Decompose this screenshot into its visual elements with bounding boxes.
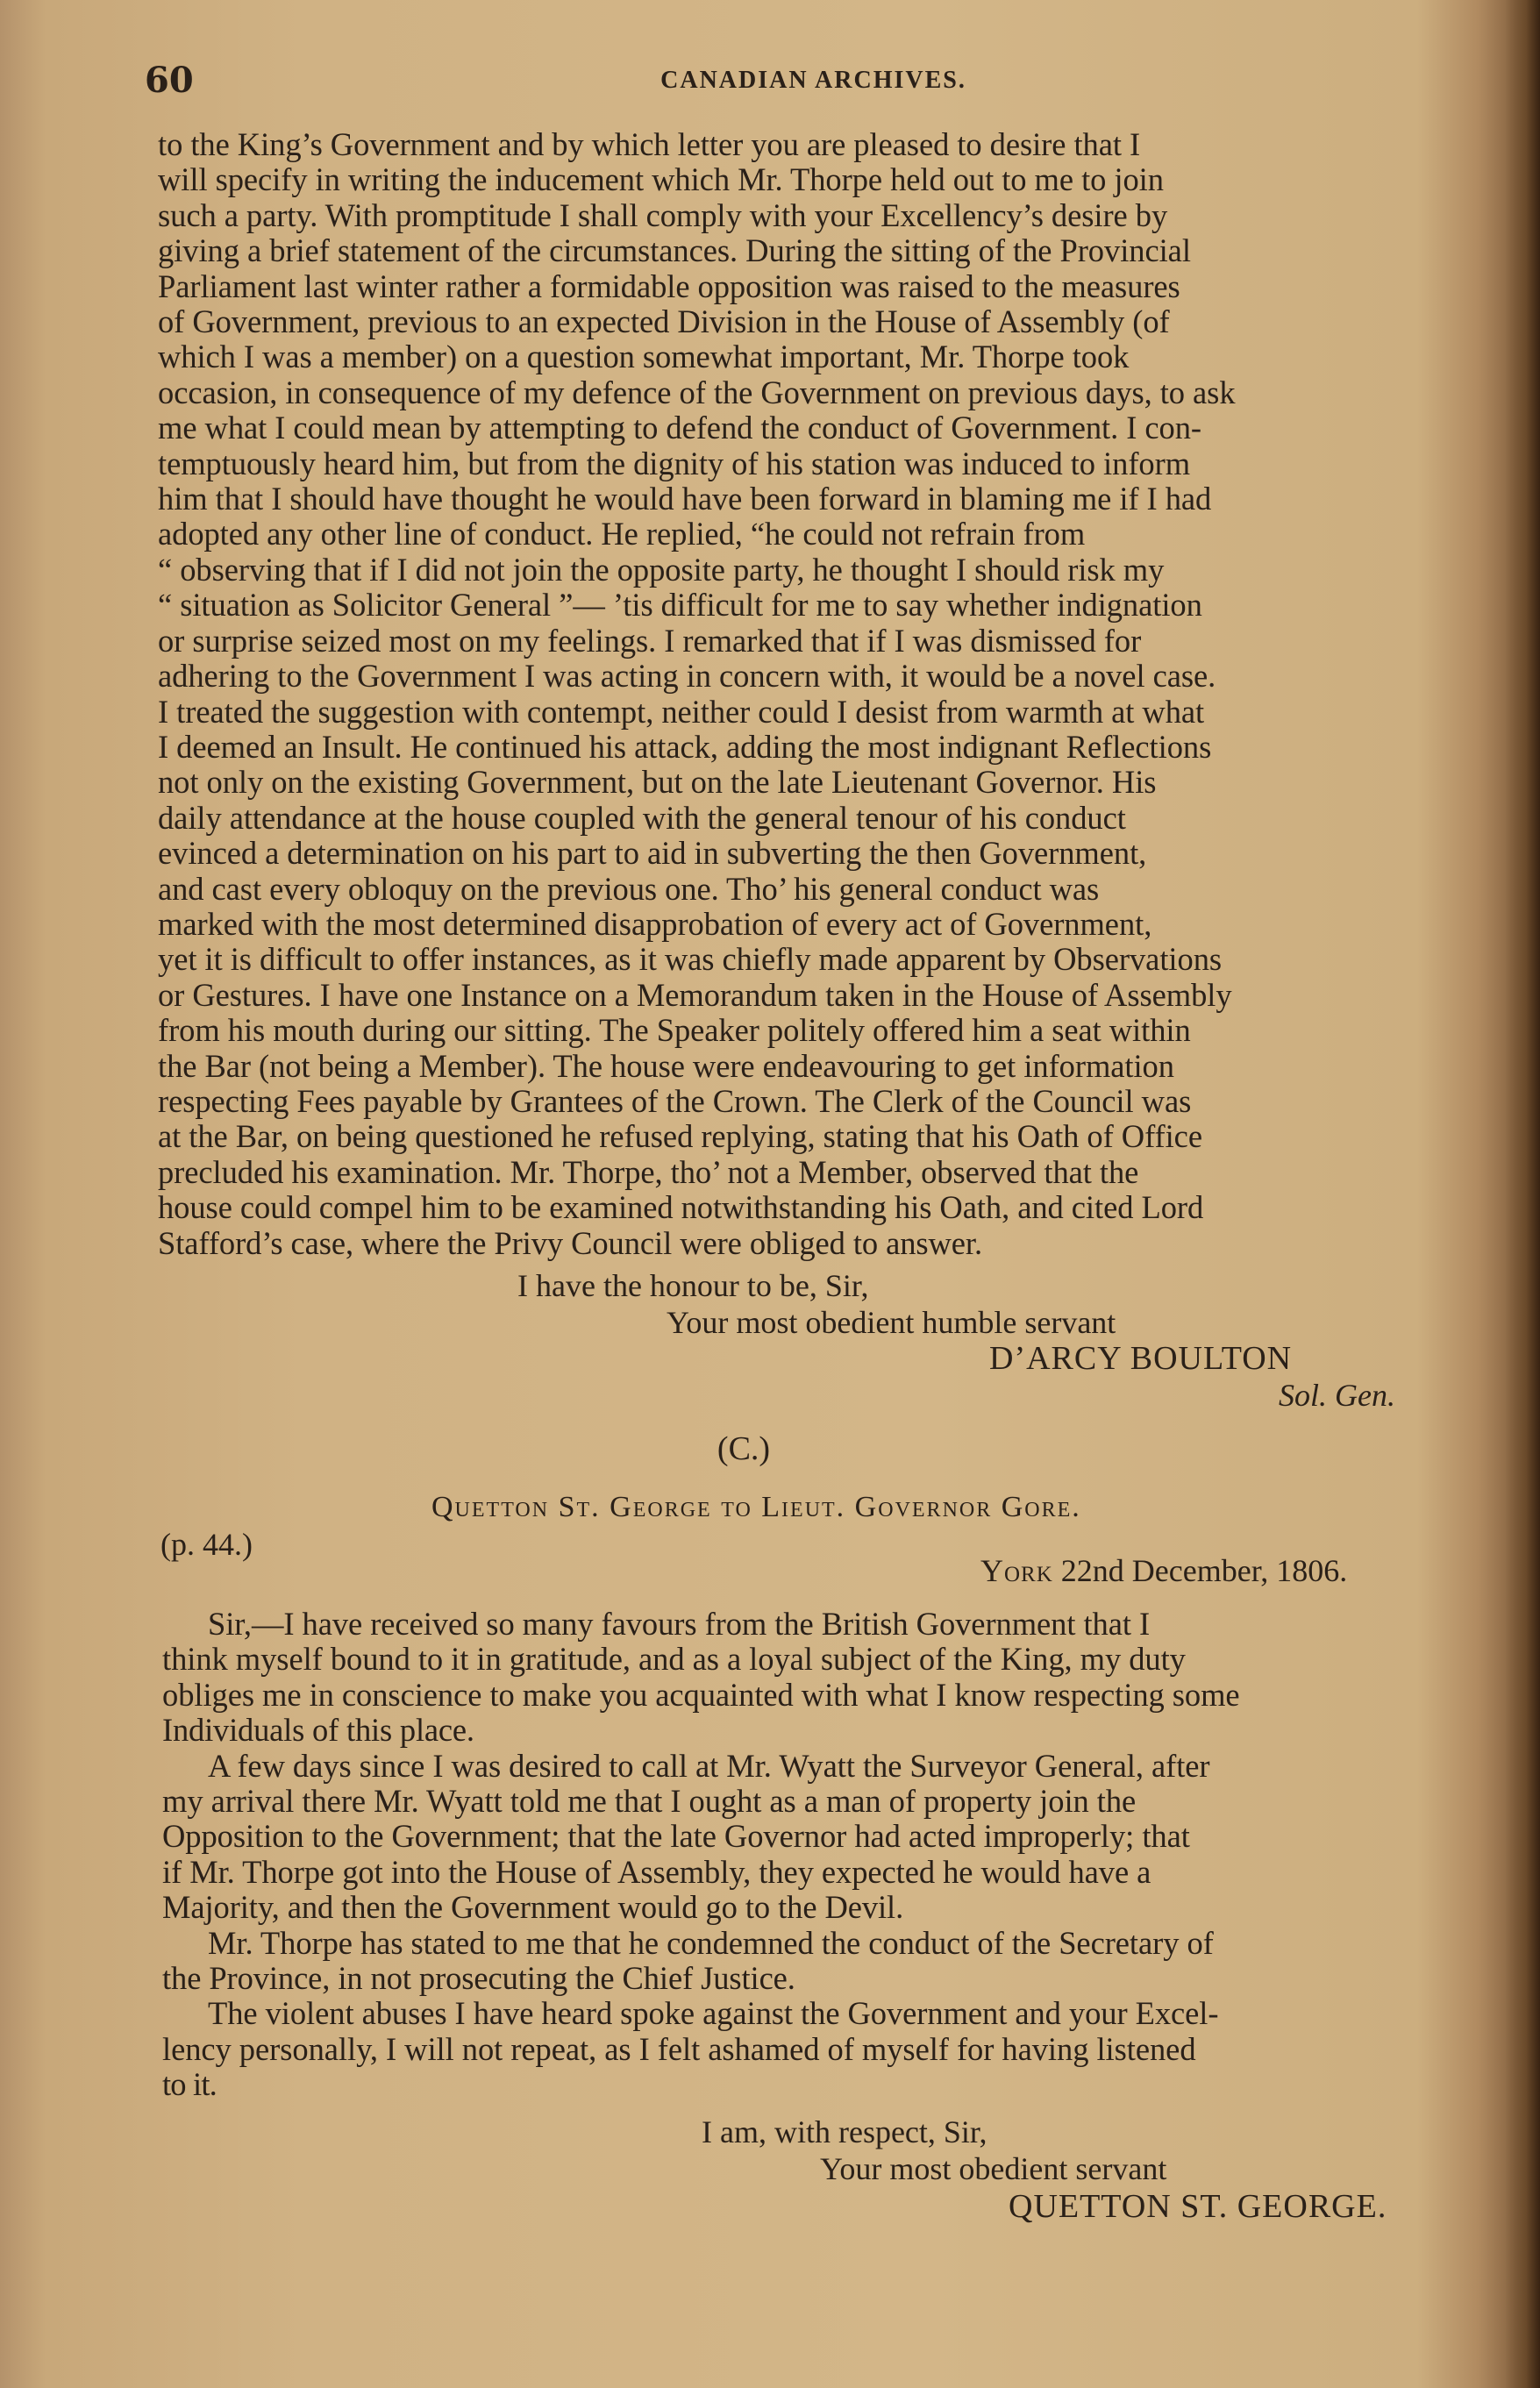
text-line: the Bar (not being a Member). The house were endeavouring to get information [158, 1047, 1174, 1084]
text-line: think myself bound to it in gratitude, and as a loyal subject of the King, my duty [162, 1641, 1186, 1678]
text-line: yet it is difficult to offer instances, as it was chiefly made apparent by Observations [158, 941, 1223, 978]
text-line: I deemed an Insult. He continued his attack, adding the most indignant Reflections [158, 728, 1212, 765]
text-line: from his mouth during our sitting. The Speaker politely offered him a seat within [158, 1012, 1191, 1049]
closing-line-1: I have the honour to be, Sir, [517, 1268, 869, 1303]
page-edge-shadow [1505, 0, 1540, 2388]
text-line: Majority, and then the Government would go to the Devil. [162, 1889, 904, 1926]
text-line: to the King’s Government and by which letter you are pleased to desire that I [158, 126, 1141, 162]
text-line: A few days since I was desired to call at Mr. Wyatt the Surveyor General, after [208, 1747, 1210, 1784]
text-line: if Mr. Thorpe got into the House of Assembly, they expected he would have a [162, 1853, 1151, 1890]
text-line: Mr. Thorpe has stated to me that he condemned the conduct of the Secretary of [208, 1924, 1214, 1961]
text-line: at the Bar, on being questioned he refused replying, stating that his Oath of Office [158, 1118, 1202, 1155]
text-line: such a party. With promptitude I shall comply with your Excellency’s desire by [158, 196, 1168, 233]
text-line: daily attendance at the house coupled with the general tenour of his conduct [158, 799, 1126, 836]
text-line: him that I should have thought he would have been forward in blaming me if I had [158, 481, 1212, 517]
text-line: Sir,—I have received so many favours from the British Government that I [208, 1606, 1151, 1642]
text-line: The violent abuses I have heard spoke against the Government and your Excel- [208, 1995, 1219, 2032]
margin-page-reference: (p. 44.) [160, 1527, 253, 1562]
text-line: and cast every obloquy on the previous one. Tho’ his general conduct was [158, 870, 1100, 907]
dateline-place: York [980, 1553, 1053, 1588]
page-header [145, 60, 1482, 112]
text-line: marked with the most determined disapprobation of every act of Government, [158, 905, 1152, 942]
text-line: giving a brief statement of the circumstances. During the sitting of the Provincial [158, 232, 1191, 269]
text-line: Individuals of this place. [162, 1712, 474, 1749]
text-line: respecting Fees payable by Grantees of the Crown. The Clerk of the Council was [158, 1082, 1192, 1119]
signature-boulton: D’ARCY BOULTON [989, 1340, 1293, 1377]
closing-line-4: Your most obedient servant [820, 2151, 1167, 2186]
closing-line-2: Your most obedient humble servant [667, 1305, 1116, 1340]
text-line: obliges me in conscience to make you acquainted with what I know respecting some [162, 1676, 1240, 1713]
text-line: house could compel him to be examined notwithstanding his Oath, and cited Lord [158, 1189, 1204, 1226]
dateline [980, 1552, 1347, 1589]
text-line: evinced a determination on his part to aid in subverting the then Government, [158, 835, 1147, 872]
page-number: 60 [145, 60, 194, 101]
text-line: lency personally, I will not repeat, as I felt ashamed of myself for having listened [162, 2030, 1196, 2067]
signature-title: Sol. Gen. [1279, 1378, 1395, 1413]
dateline-date: 22nd December, 1806. [1060, 1553, 1348, 1588]
text-line: Parliament last winter rather a formidable opposition was raised to the measures [158, 267, 1180, 304]
text-line: adopted any other line of conduct. He replied, “he could not refrain from [158, 516, 1086, 552]
closing-line-3: I am, with respect, Sir, [702, 2114, 987, 2149]
text-line: “ situation as Solicitor General ”— ’tis difficult for me to say whether indignation [158, 587, 1202, 624]
section-label: (C.) [717, 1430, 771, 1467]
text-line: the Province, in not prosecuting the Chief Justice. [162, 1960, 795, 1997]
text-line: temptuously heard him, but from the dignity of his station was induced to inform [158, 445, 1191, 481]
text-line: Opposition to the Government; that the late Governor had acted improperly; that [162, 1818, 1190, 1855]
text-line: not only on the existing Government, but on the late Lieutenant Governor. His [158, 764, 1157, 801]
running-head: CANADIAN ARCHIVES. [660, 67, 966, 94]
text-line: I treated the suggestion with contempt, neither could I desist from warmth at what [158, 693, 1205, 730]
text-line: of Government, previous to an expected Division in the House of Assembly (of [158, 303, 1170, 340]
text-line: which I was a member) on a question somewhat important, Mr. Thorpe took [158, 339, 1130, 375]
text-line: my arrival there Mr. Wyatt told me that I ought as a man of property join the [162, 1783, 1137, 1820]
letter-body-boulton [158, 127, 1482, 1261]
text-line: will specify in writing the inducement which Mr. Thorpe held out to me to join [158, 161, 1164, 198]
text-line: “ observing that if I did not join the opposite party, he thought I should risk my [158, 551, 1165, 588]
text-line: precluded his examination. Mr. Thorpe, tho’ not a Member, observed that the [158, 1153, 1139, 1190]
text-line: adhering to the Government I was acting in concern with, it would be a novel case. [158, 658, 1216, 695]
text-line: occasion, in consequence of my defence of the Government on previous days, to ask [158, 374, 1236, 410]
text-line: or Gestures. I have one Instance on a Memorandum taken in the House of Assembly [158, 976, 1232, 1013]
text-line: me what I could mean by attempting to defend the conduct of Government. I con- [158, 410, 1202, 446]
text-line: or surprise seized most on my feelings. I remarked that if I was dismissed for [158, 622, 1142, 659]
text-line: to it. [162, 2066, 217, 2103]
letter-body-st-george [162, 1607, 1478, 2103]
section-title: Quetton St. George to Lieut. Governor Gore. [431, 1491, 1081, 1523]
text-line: Stafford’s case, where the Privy Council were obliged to answer. [158, 1224, 983, 1261]
signature-st-george: QUETTON ST. GEORGE. [1009, 2188, 1387, 2225]
